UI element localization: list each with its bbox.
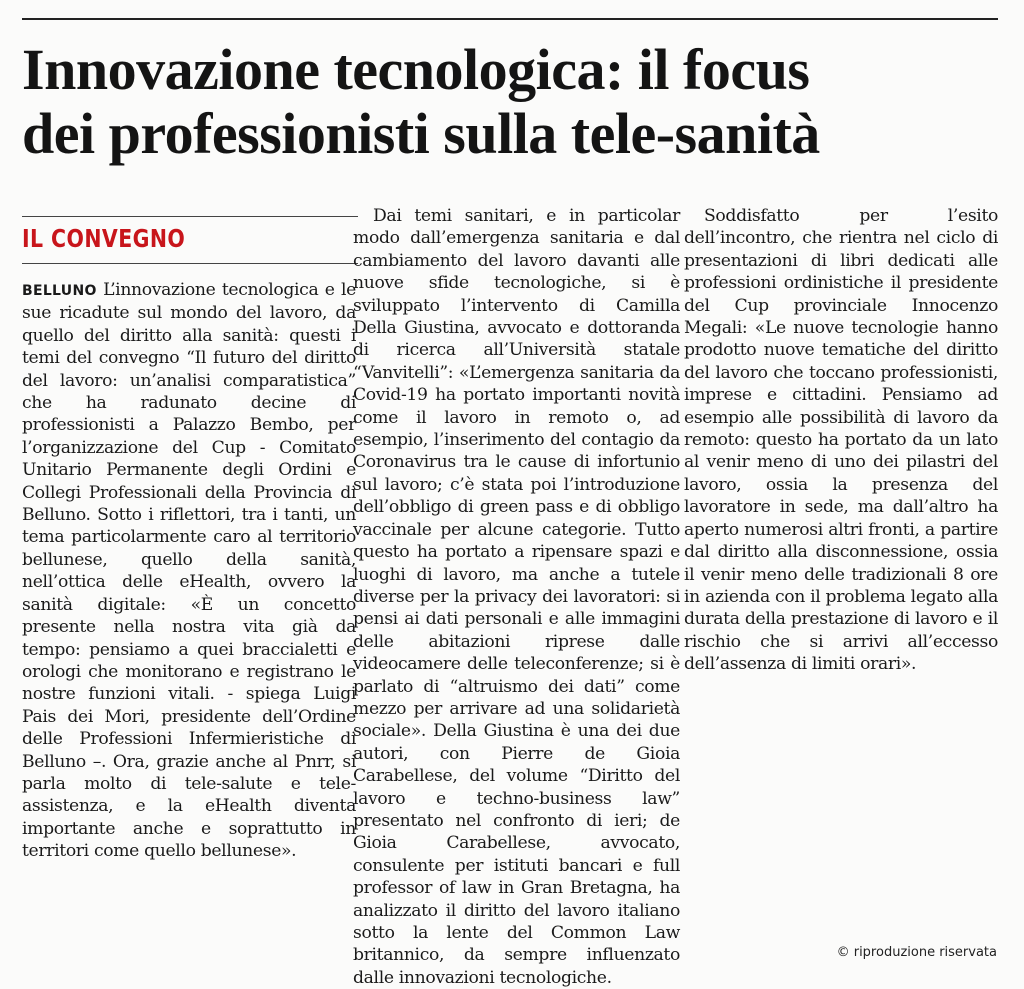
paragraph-text: L’innovazione tecnologica e le sue ricadute sul mondo del lavoro, da quello del diritto alla sanità: questi i temi del convegno “Il futuro del diritto del lavoro: un’analisi comparatistica” che ha radunato decine di professionisti a Palazzo Bembo, per l’organizzazione del Cup - Comitato Unitario Permanente degli Ordini e Collegi Professionali della Provincia di Belluno. Sotto i riflettori, tra i tanti, un tema particolarmente caro al territorio bellunese, quello della sanità, nell’ottica delle eHealth, ovvero la sanità digitale: «È un concetto presente nella nostra vita già da tempo: pensiamo a quei braccialetti e orologi che monitorano e registrano le nostre funzioni vitali. - spiega Luigi Pais dei Mori, presidente dell’Ordine delle Professioni Infermieristiche di Belluno –. Ora, grazie anche al Pnrr, si parla molto di tele-salute e tele-assistenza, e la eHealth diventa importante anche e soprattutto in territori come quello bellunese». [22,280,357,862]
kicker-rule-top [22,216,358,217]
copyright-credit: © riproduzione riservata [836,945,997,960]
paragraph [22,279,356,863]
dateline: BELLUNO [22,283,97,299]
paragraph: Dai temi sanitari, e in particolar modo dall’emergenza sanitaria e dal cambiamento del lavoro davanti alle nuove sfide tecnologiche, si è sviluppato l’intervento di Camilla Della Giustina, avvocato e dottoranda di ricerca all’Università statale “Vanvitelli”: «L’emergenza sanitaria da Covid-19 ha portato importanti novità come il lavoro in remoto o, ad esempio, l’inserimento del contagio da Coronavirus tra le cause di infortunio sul lavoro; c’è stata poi l’introduzione dell’obbligo di green pass e di obbligo vaccinale per alcune categorie. Tutto questo ha portato a ripensare spazi e luoghi di lavoro, ma anche a tutele diverse per la privacy dei lavoratori: si pensi ai dati personali e alle immagini delle abitazioni riprese dalle videocamere delle teleconferenze; si è parlato di “altruismo dei dati” come mezzo per arrivare ad una solidarietà sociale». Della Giustina è una dei due autori, con Pierre de Gioia Carabellese, del volume “Diritto del lavoro e techno-business law” presentato nel confronto di ieri; de Gioia Carabellese, avvocato, consulente per istituti bancari e full professor of law in Gran Bretagna, ha analizzato il diritto del lavoro italiano sotto la lente del Common Law britannico, da sempre influenzato dalle innovazioni tecnologiche. [353,206,680,988]
headline-line-1: Innovazione tecnologica: il focus [22,37,810,102]
article-column-3 [684,205,998,676]
section-kicker: IL CONVEGNO [22,224,186,253]
headline [22,38,1012,166]
headline-line-2: dei professionisti sulla tele-sanità [22,101,820,166]
top-rule [22,18,998,20]
kicker-rule-bottom [22,263,358,264]
article-column-1 [22,279,356,863]
article-column-2 [353,205,680,989]
paragraph: Soddisfatto per l’esito dell’incontro, che rientra nel ciclo di presentazioni di libri dedicati alle professioni ordinistiche il presidente del Cup provinciale Innocenzo Megali: «Le nuove tecnologie hanno prodotto nuove tematiche del diritto del lavoro che toccano professionisti, imprese e cittadini. Pensiamo ad esempio alle possibilità di lavoro da remoto: questo ha portato da un lato al venir meno di uno dei pilastri del lavoro, ossia la presenza del lavoratore in sede, ma dall’altro ha aperto numerosi altri fronti, a partire dal diritto alla disconnessione, ossia il venir meno delle tradizionali 8 ore in azienda con il problema legato alla durata della prestazione di lavoro e il rischio che si arrivi all’eccesso dell’assenza di limiti orari». [684,206,998,675]
